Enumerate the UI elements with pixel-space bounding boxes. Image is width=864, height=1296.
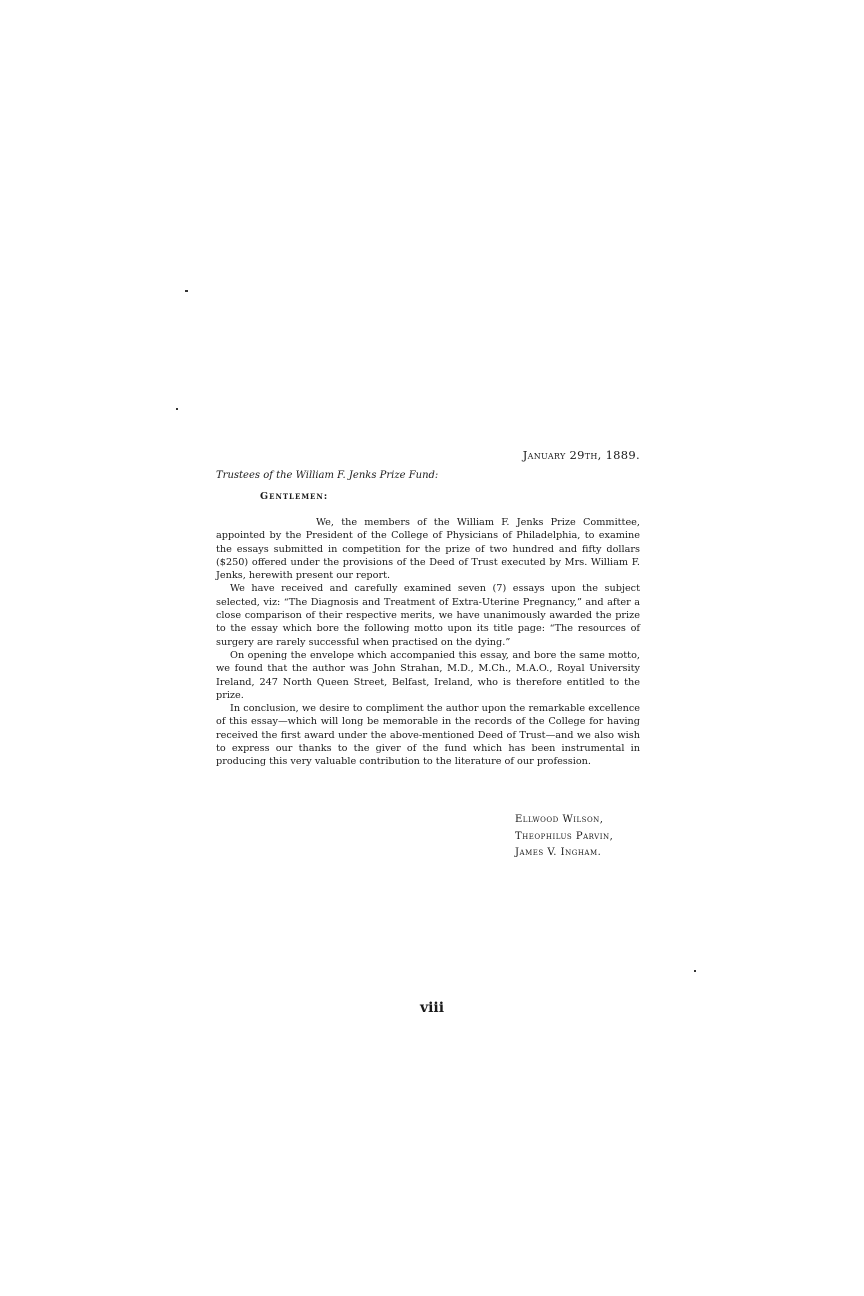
paragraph-conclusion: In conclusion, we desire to compliment the author upon the remarkable excellence of this essay—which will long be memorable in the records of the College for having received the first award under the above-mentioned Deed of Trust—and we also wish to express our thanks to the giver of the fund which has been instrumental in producing this very valuable contribution to the literature of our profession. bbox=[216, 703, 640, 768]
signatory-name: James V. Ingham. bbox=[515, 847, 602, 858]
paragraph-report: We, the members of the William F. Jenks Prize Committee, appointed by the President of the College of Physicians of Philadelphia, to examine the essays submitted in competition for the prize of two hundred and fifty dollars ($250) offered under the provisions of the Deed of Trust executed by Mrs. William F. Jenks, herewith present our report. bbox=[216, 517, 640, 582]
letter-body bbox=[216, 516, 640, 769]
page-number: viii bbox=[419, 1000, 445, 1016]
signatory-name: Ellwood Wilson, bbox=[515, 814, 604, 825]
paragraph-author: On opening the envelope which accompanied this essay, and bore the same motto, we found that the author was John Strahan, M.D., M.Ch., M.A.O., Royal University Ireland, 247 North Queen Street, Belfast, Ireland, who is therefore entitled to the prize. bbox=[216, 649, 640, 701]
signatory-name: Theophilus Parvin, bbox=[515, 830, 614, 842]
letter-salutation: Gentlemen: bbox=[260, 491, 329, 502]
paragraph-award: We have received and carefully examined seven (7) essays upon the subject selected, viz: “The Diagnosis and Treatment of Extra-Uterine Pregnancy,” and after a close comparison of their respective merits, we have unanimously awarded the prize to the essay which bore the following motto upon its title page: “The resources of surgery are rarely successful when practised on the dying.” bbox=[216, 583, 640, 648]
scan-speck bbox=[176, 408, 178, 410]
letter-date: January 29th, 1889. bbox=[522, 448, 640, 462]
scan-speck bbox=[185, 290, 188, 292]
scan-speck bbox=[694, 970, 696, 972]
letter-addressee: Trustees of the William F. Jenks Prize Fund: bbox=[216, 470, 439, 481]
signature-block bbox=[515, 812, 613, 862]
